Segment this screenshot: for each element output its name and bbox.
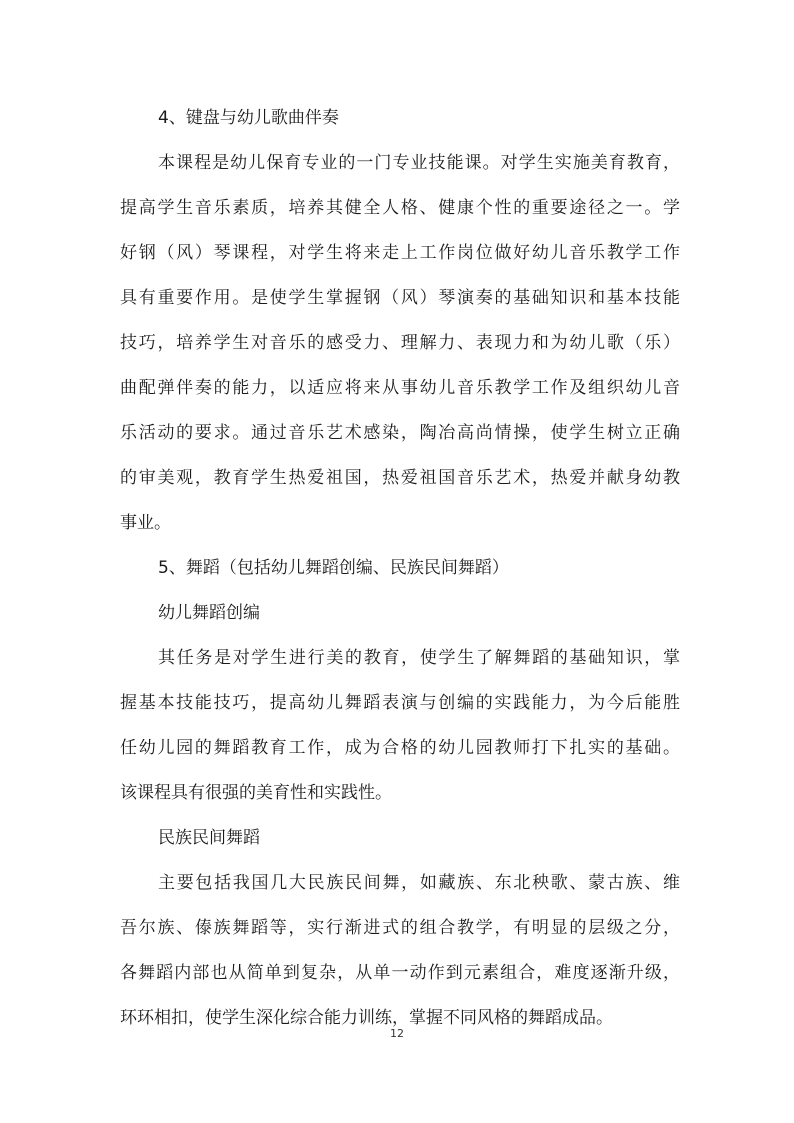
paragraph-line: 其任务是对学生进行美的教育，使学生了解舞蹈的基础知识，掌 xyxy=(158,648,680,668)
document-body xyxy=(120,96,680,1041)
paragraph-line: 各舞蹈内部也从简单到复杂，从单一动作到元素组合，难度逐渐升级， xyxy=(120,963,680,983)
paragraph-line: 该课程具有很强的美育性和实践性。 xyxy=(120,783,392,803)
paragraph-line: 好钢（风）琴课程，对学生将来走上工作岗位做好幼儿音乐教学工作 xyxy=(120,243,680,263)
paragraph-line: 曲配弹伴奏的能力，以适应将来从事幼儿音乐教学工作及组织幼儿音 xyxy=(120,378,680,398)
subsection-title-folk-dance: 民族民间舞蹈 xyxy=(158,828,260,848)
subsection-title-dance-choreography: 幼儿舞蹈创编 xyxy=(158,603,260,623)
section-4-heading: 4、键盘与幼儿歌曲伴奏 xyxy=(158,108,339,128)
paragraph-line: 具有重要作用。是使学生掌握钢（风）琴演奏的基础知识和基本技能 xyxy=(120,288,680,308)
paragraph-line: 吾尔族、傣族舞蹈等，实行渐进式的组合教学，有明显的层级之分， xyxy=(120,918,680,938)
paragraph-line: 握基本技能技巧，提高幼儿舞蹈表演与创编的实践能力，为今后能胜 xyxy=(120,693,680,713)
paragraph-line: 技巧，培养学生对音乐的感受力、理解力、表现力和为幼儿歌（乐） xyxy=(120,333,680,353)
paragraph-line: 环环相扣，使学生深化综合能力训练，掌握不同风格的舞蹈成品。 xyxy=(120,1008,613,1028)
paragraph-line: 事业。 xyxy=(120,513,171,533)
paragraph-line: 的审美观，教育学生热爱祖国，热爱祖国音乐艺术，热爱并献身幼教 xyxy=(120,468,680,488)
paragraph-line: 任幼儿园的舞蹈教育工作，成为合格的幼儿园教师打下扎实的基础。 xyxy=(120,738,680,758)
paragraph-line: 乐活动的要求。通过音乐艺术感染，陶冶高尚情操，使学生树立正确 xyxy=(120,423,680,443)
paragraph-line: 提高学生音乐素质，培养其健全人格、健康个性的重要途径之一。学 xyxy=(120,198,680,218)
page-number: 12 xyxy=(390,1027,404,1040)
paragraph-line: 主要包括我国几大民族民间舞，如藏族、东北秧歌、蒙古族、维 xyxy=(158,873,680,893)
section-5-heading: 5、舞蹈（包括幼儿舞蹈创编、民族民间舞蹈） xyxy=(158,558,509,578)
paragraph-line: 本课程是幼儿保育专业的一门专业技能课。对学生实施美育教育， xyxy=(158,153,680,173)
